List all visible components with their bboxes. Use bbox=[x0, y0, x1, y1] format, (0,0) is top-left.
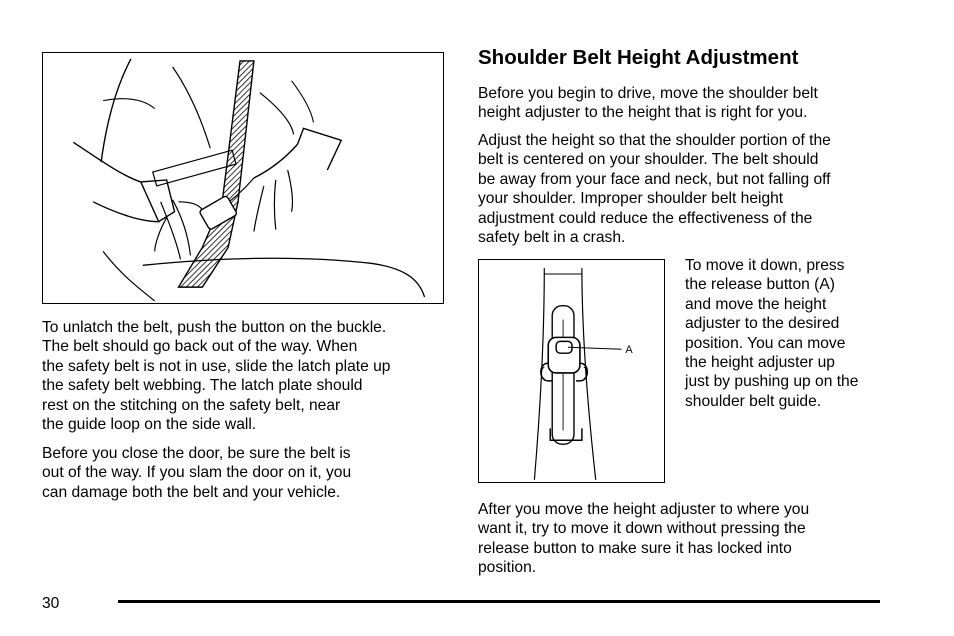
text-line: shoulder belt guide. bbox=[685, 392, 822, 410]
text-line: The belt should go back out of the way. When bbox=[42, 338, 358, 356]
height-adjuster-illustration bbox=[479, 260, 664, 482]
text-line: be away from your face and neck, but not falling off bbox=[478, 170, 831, 188]
after-move-paragraph bbox=[478, 500, 809, 578]
text-line: out of the way. If you slam the door on it, you bbox=[42, 464, 352, 482]
text-line: want it, try to move it down without pressing the bbox=[478, 520, 806, 538]
text-line: position. You can move bbox=[685, 334, 846, 352]
page-number: 30 bbox=[42, 595, 60, 612]
text-line: adjuster to the desired bbox=[685, 315, 840, 333]
door-warning-paragraph bbox=[42, 444, 351, 502]
text-line: belt is centered on your shoulder. The belt should bbox=[478, 151, 819, 169]
text-line: position. bbox=[478, 559, 537, 577]
text-line: safety belt in a crash. bbox=[478, 229, 626, 247]
text-line: Before you close the door, be sure the belt is bbox=[42, 445, 351, 462]
text-line: rest on the stitching on the safety belt, near bbox=[42, 396, 341, 414]
height-adjuster-figure bbox=[478, 259, 665, 483]
text-line: the guide loop on the side wall. bbox=[42, 416, 257, 434]
text-line: the safety belt webbing. The latch plate should bbox=[42, 377, 363, 395]
section-title: Shoulder Belt Height Adjustment bbox=[478, 46, 799, 69]
text-line: the height adjuster up bbox=[685, 354, 835, 372]
text-line: Before you begin to drive, move the shoulder belt bbox=[478, 85, 818, 102]
belt-buckle-illustration bbox=[43, 53, 443, 303]
text-line: adjustment could reduce the effectiveness of the bbox=[478, 209, 813, 227]
text-line: To unlatch the belt, push the button on the buckle. bbox=[42, 319, 387, 336]
footer-rule bbox=[118, 600, 880, 603]
text-line: Adjust the height so that the shoulder portion of the bbox=[478, 132, 831, 149]
text-line: just by pushing up on the bbox=[685, 373, 859, 391]
text-line: After you move the height adjuster to where you bbox=[478, 501, 810, 518]
text-line: height adjuster to the height that is right for you. bbox=[478, 104, 808, 122]
text-line: the safety belt is not in use, slide the latch plate up bbox=[42, 357, 391, 375]
belt-buckle-figure bbox=[42, 52, 444, 304]
intro-paragraph bbox=[478, 84, 818, 123]
text-line: can damage both the belt and your vehicle. bbox=[42, 483, 341, 501]
text-line: To move it down, press bbox=[685, 257, 845, 274]
move-down-paragraph bbox=[685, 256, 858, 411]
unlatch-paragraph bbox=[42, 318, 390, 434]
callout-a-label: A bbox=[625, 344, 633, 357]
adjust-height-paragraph bbox=[478, 131, 831, 247]
text-line: release button to make sure it has locked into bbox=[478, 539, 792, 557]
text-line: and move the height bbox=[685, 295, 827, 313]
text-line: your shoulder. Improper shoulder belt height bbox=[478, 190, 784, 208]
text-line: the release button (A) bbox=[685, 276, 835, 294]
